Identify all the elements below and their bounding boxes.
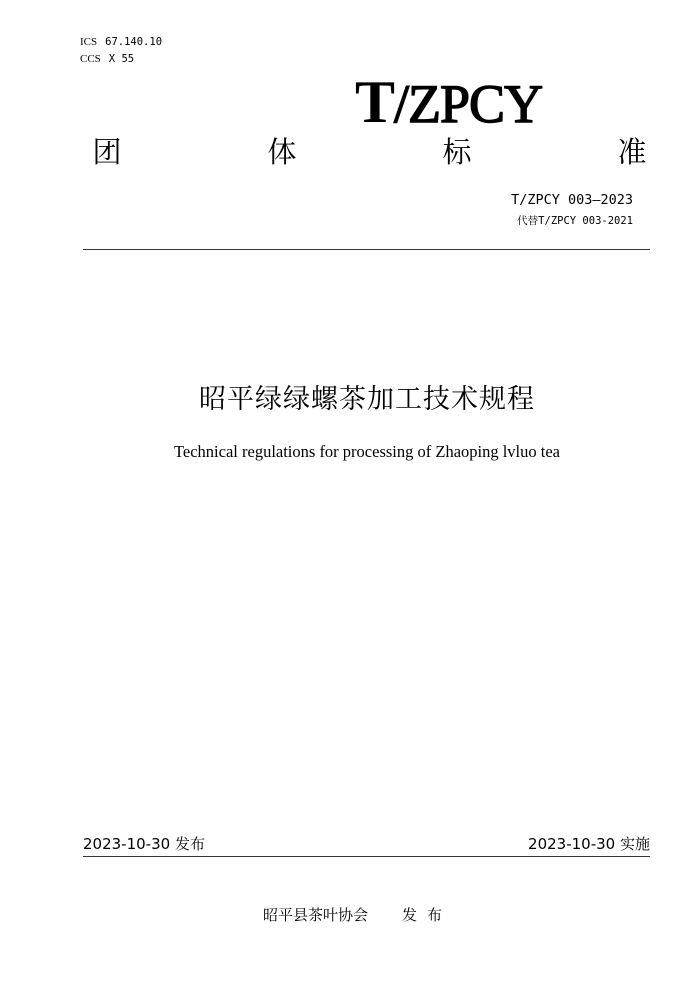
publish-date: 2023-10-30 发布 (83, 835, 205, 853)
standard-type-char: 团 (92, 135, 122, 169)
ccs-code (80, 51, 134, 67)
ics-label: ICS (80, 36, 98, 48)
ccs-value: X 55 (108, 53, 135, 65)
publisher-name: 昭平县茶叶协会 (263, 906, 369, 924)
standard-type-heading (92, 132, 647, 172)
standard-type-char: 标 (442, 135, 472, 169)
standard-type-char: 体 (267, 135, 297, 169)
footer-divider (83, 856, 650, 857)
logo-prefix: T (355, 69, 395, 135)
ics-value: 67.140.10 (105, 36, 163, 48)
logo-rest: /ZPCY (394, 74, 543, 134)
standard-type-char: 准 (617, 135, 647, 169)
publish-word: 发布 (402, 906, 453, 924)
document-title-cn: 昭平绿绿螺茶加工技术规程 (199, 384, 535, 415)
document-title-en: Technical regulations for processing of Zhaoping lvluo tea (173, 442, 561, 461)
header-divider (83, 249, 650, 250)
ics-code (80, 34, 162, 50)
publisher-line (263, 904, 452, 926)
standard-code: T/ZPCY 003—2023 (511, 192, 633, 208)
ccs-label: CCS (80, 53, 101, 65)
organization-logo (355, 66, 615, 140)
implement-date: 2023-10-30 实施 (528, 835, 650, 853)
replaces-note: 代替T/ZPCY 003-2021 (517, 215, 633, 227)
